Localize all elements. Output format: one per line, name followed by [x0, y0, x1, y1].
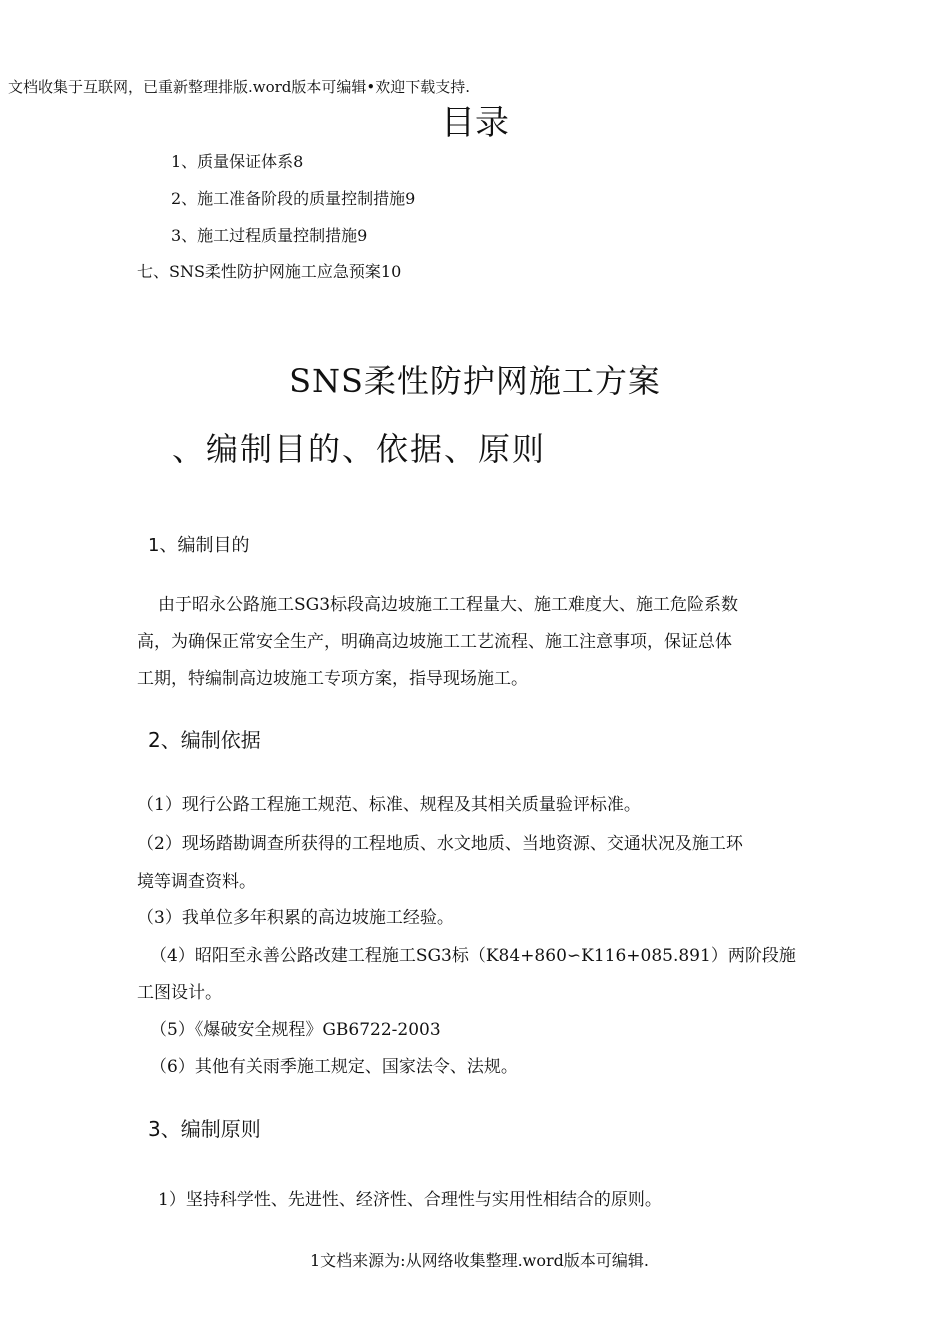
principles-heading: 3、编制原则: [148, 1117, 261, 1141]
section-heading: 、编制目的、依据、原则: [172, 430, 547, 468]
toc-item: 1、质量保证体系8: [171, 152, 304, 171]
purpose-heading: 1、编制目的: [148, 535, 250, 556]
basis-line: （6）其他有关雨季施工规定、国家法令、法规。: [150, 1057, 518, 1077]
basis-line: （4）昭阳至永善公路改建工程施工SG3标（K84+860∽K116+085.891）两阶段施: [150, 946, 796, 966]
basis-heading: 2、编制依据: [148, 728, 261, 752]
basis-line: 境等调查资料。: [137, 872, 256, 892]
footer-note: 1文档来源为:从网络收集整理.word版本可编辑.: [310, 1251, 649, 1270]
document-title: SNS柔性防护网施工方案: [289, 362, 661, 400]
basis-line: （3）我单位多年积累的高边坡施工经验。: [137, 908, 454, 928]
basis-line: （2）现场踏勘调查所获得的工程地质、水文地质、当地资源、交通状况及施工环: [137, 834, 743, 854]
purpose-line: 高，为确保正常安全生产，明确高边坡施工工艺流程、施工注意事项，保证总体: [137, 632, 732, 652]
purpose-line: 由于昭永公路施工SG3标段高边坡施工工程量大、施工难度大、施工危险系数: [158, 595, 739, 615]
basis-line: 工图设计。: [137, 983, 222, 1003]
toc-item: 七、SNS柔性防护网施工应急预案10: [137, 262, 402, 281]
basis-line: （5）《爆破安全规程》GB6722-2003: [150, 1020, 441, 1040]
header-note: 文档收集于互联网，已重新整理排版.word版本可编辑•欢迎下载支持.: [8, 78, 471, 96]
toc-item: 2、施工准备阶段的质量控制措施9: [171, 189, 416, 208]
toc-item: 3、施工过程质量控制措施9: [171, 226, 368, 245]
basis-line: （1）现行公路工程施工规范、标准、规程及其相关质量验评标准。: [137, 795, 641, 815]
toc-title: 目录: [441, 103, 509, 143]
purpose-line: 工期，特编制高边坡施工专项方案，指导现场施工。: [137, 669, 528, 689]
principles-line: 1）坚持科学性、先进性、经济性、合理性与实用性相结合的原则。: [158, 1190, 662, 1210]
